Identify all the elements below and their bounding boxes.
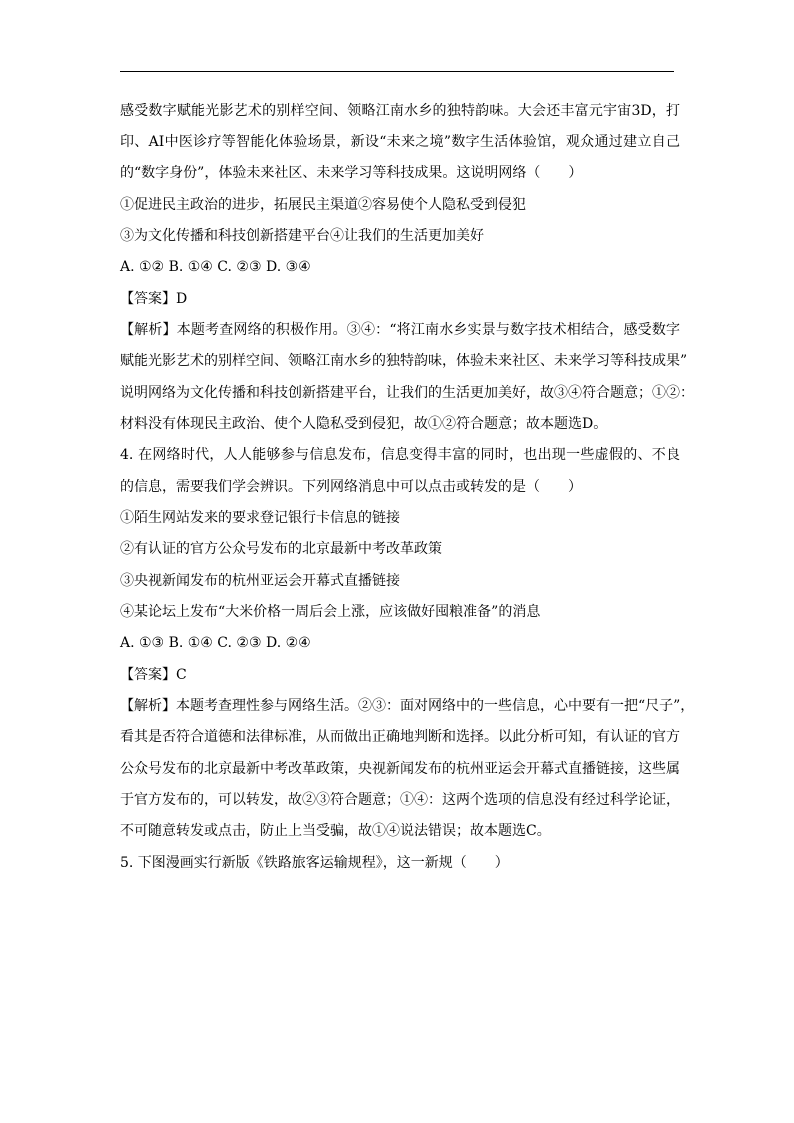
option-line: ②有认证的官方公众号发布的北京最新中考改革政策 [120,541,442,557]
analysis-line: 不可随意转发或点击，防止上当受骗，故①④说法错误；故本题选C。 [120,823,551,839]
analysis-line: 看其是否符合道德和法律标准，从而做出正确地判断和选择。以此分析可知，有认证的官方 [120,729,680,745]
text-line: 感受数字赋能光影艺术的别样空间、领略江南水乡的独特韵味。大会还丰富元宇宙3D，打 [120,103,680,119]
answer-line: 【答案】C [120,667,187,683]
analysis-line: 【解析】本题考查理性参与网络生活。②③：面对网络中的一些信息，心中要有一把“尺子”， [120,698,695,714]
choices-line: A. ①③ B. ①④ C. ②③ D. ②④ [120,635,311,651]
analysis-line: 【解析】本题考查网络的积极作用。③④：“将江南水乡实景与数字技术相结合，感受数字 [120,322,680,338]
question-line: 4. 在网络时代，人人能够参与信息发布，信息变得丰富的同时，也出现一些虚假的、不良 [120,447,680,463]
option-line: ③央视新闻发布的杭州亚运会开幕式直播链接 [120,573,400,589]
option-line: ①促进民主政治的进步，拓展民主渠道②容易使个人隐私受到侵犯 [120,197,526,213]
question-line: 的信息，需要我们学会辨识。下列网络消息中可以点击或转发的是（ ） [120,479,582,495]
option-line: ④某论坛上发布“大米价格一周后会上涨，应该做好囤粮准备”的消息 [120,604,541,620]
analysis-line: 公众号发布的北京最新中考改革政策，央视新闻发布的杭州亚运会开幕式直播链接，这些属 [120,761,680,777]
answer-line: 【答案】D [120,291,188,307]
option-line: ③为文化传播和科技创新搭建平台④让我们的生活更加美好 [120,228,484,244]
analysis-line: 赋能光影艺术的别样空间、领略江南水乡的独特韵味，体验未来社区、未来学习等科技成果” [120,353,688,369]
analysis-line: 说明网络为文化传播和科技创新搭建平台，让我们的生活更加美好，故③④符合题意；①②： [120,385,694,401]
analysis-line: 于官方发布的，可以转发，故②③符合题意；①④：这两个选项的信息没有经过科学论证， [120,792,680,808]
header-rule [120,71,674,72]
option-line: ①陌生网站发来的要求登记银行卡信息的链接 [120,510,400,526]
question-line: 5. 下图漫画实行新版《铁路旅客运输规程》，这一新规（ ） [120,855,509,871]
text-line: 的“数字身份”，体验未来社区、未来学习等科技成果。这说明网络（ ） [120,165,583,181]
analysis-line: 材料没有体现民主政治、使个人隐私受到侵犯，故①②符合题意；故本题选D。 [120,416,608,432]
text-line: 印、AI中医诊疗等智能化体验场景，新设“未来之境”数字生活体验馆，观众通过建立自己 [120,134,680,150]
choices-line: A. ①② B. ①④ C. ②③ D. ③④ [120,259,311,275]
